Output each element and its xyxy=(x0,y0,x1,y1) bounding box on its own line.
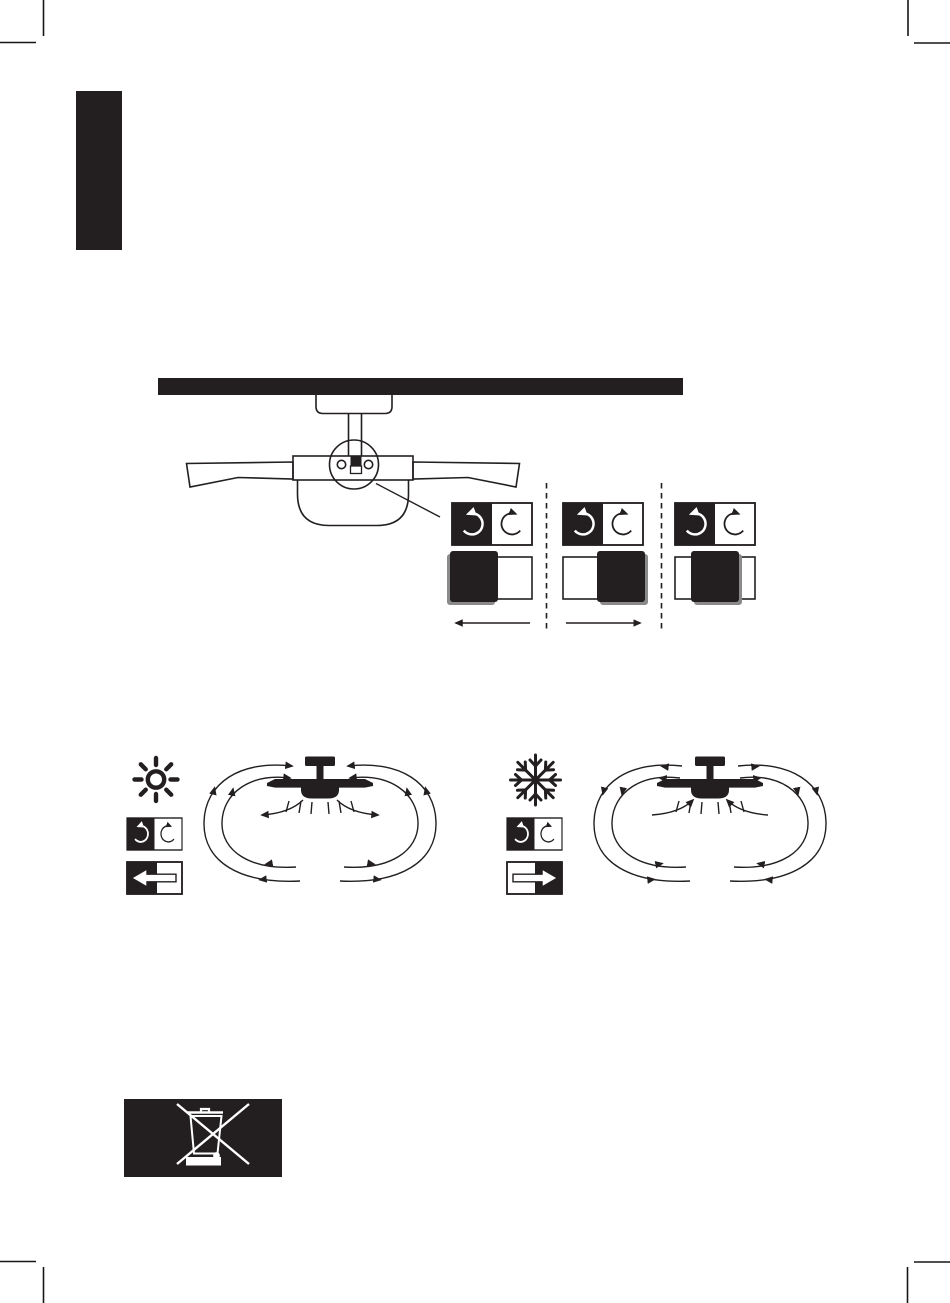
switch-right-arrow-box xyxy=(507,862,562,894)
slider-switch xyxy=(675,551,755,605)
weee-disposal-symbol xyxy=(124,1099,282,1177)
rotation-direction-box xyxy=(452,503,532,545)
rotation-direction-box xyxy=(127,818,182,850)
summer-airflow-diagram xyxy=(204,757,436,882)
ceiling-bar xyxy=(158,378,683,395)
winter-airflow-diagram xyxy=(594,757,826,882)
fan-blade-left xyxy=(187,462,294,487)
light-bowl xyxy=(298,480,409,526)
downrod xyxy=(349,414,362,457)
slider-knob xyxy=(597,551,645,602)
snowflake-icon xyxy=(511,755,561,805)
rotation-direction-box xyxy=(507,818,562,850)
slide-switch-icon xyxy=(351,457,362,467)
canopy xyxy=(316,395,392,414)
downdraft-dashes xyxy=(286,801,354,814)
rotation-direction-box xyxy=(675,503,755,545)
screw-icon xyxy=(364,460,372,468)
section-tab xyxy=(76,91,122,250)
fan-blade-right xyxy=(413,462,520,487)
slide-switch-icon xyxy=(351,466,362,474)
slider-knob xyxy=(691,551,739,602)
switch-panel-3 xyxy=(675,503,755,605)
slider-switch xyxy=(563,551,648,605)
switch-panel-2 xyxy=(563,503,648,623)
screw-icon xyxy=(337,460,345,468)
updraft-dashes xyxy=(676,801,744,814)
switch-left-arrow-box xyxy=(127,862,182,894)
winter-mode xyxy=(507,755,826,894)
weee-bar xyxy=(186,1157,221,1166)
sun-icon xyxy=(135,758,178,801)
switch-panel-1 xyxy=(447,503,532,623)
summer-mode xyxy=(127,757,436,895)
rotation-direction-box xyxy=(563,503,643,545)
slider-knob xyxy=(450,551,498,602)
slider-switch xyxy=(447,551,532,605)
